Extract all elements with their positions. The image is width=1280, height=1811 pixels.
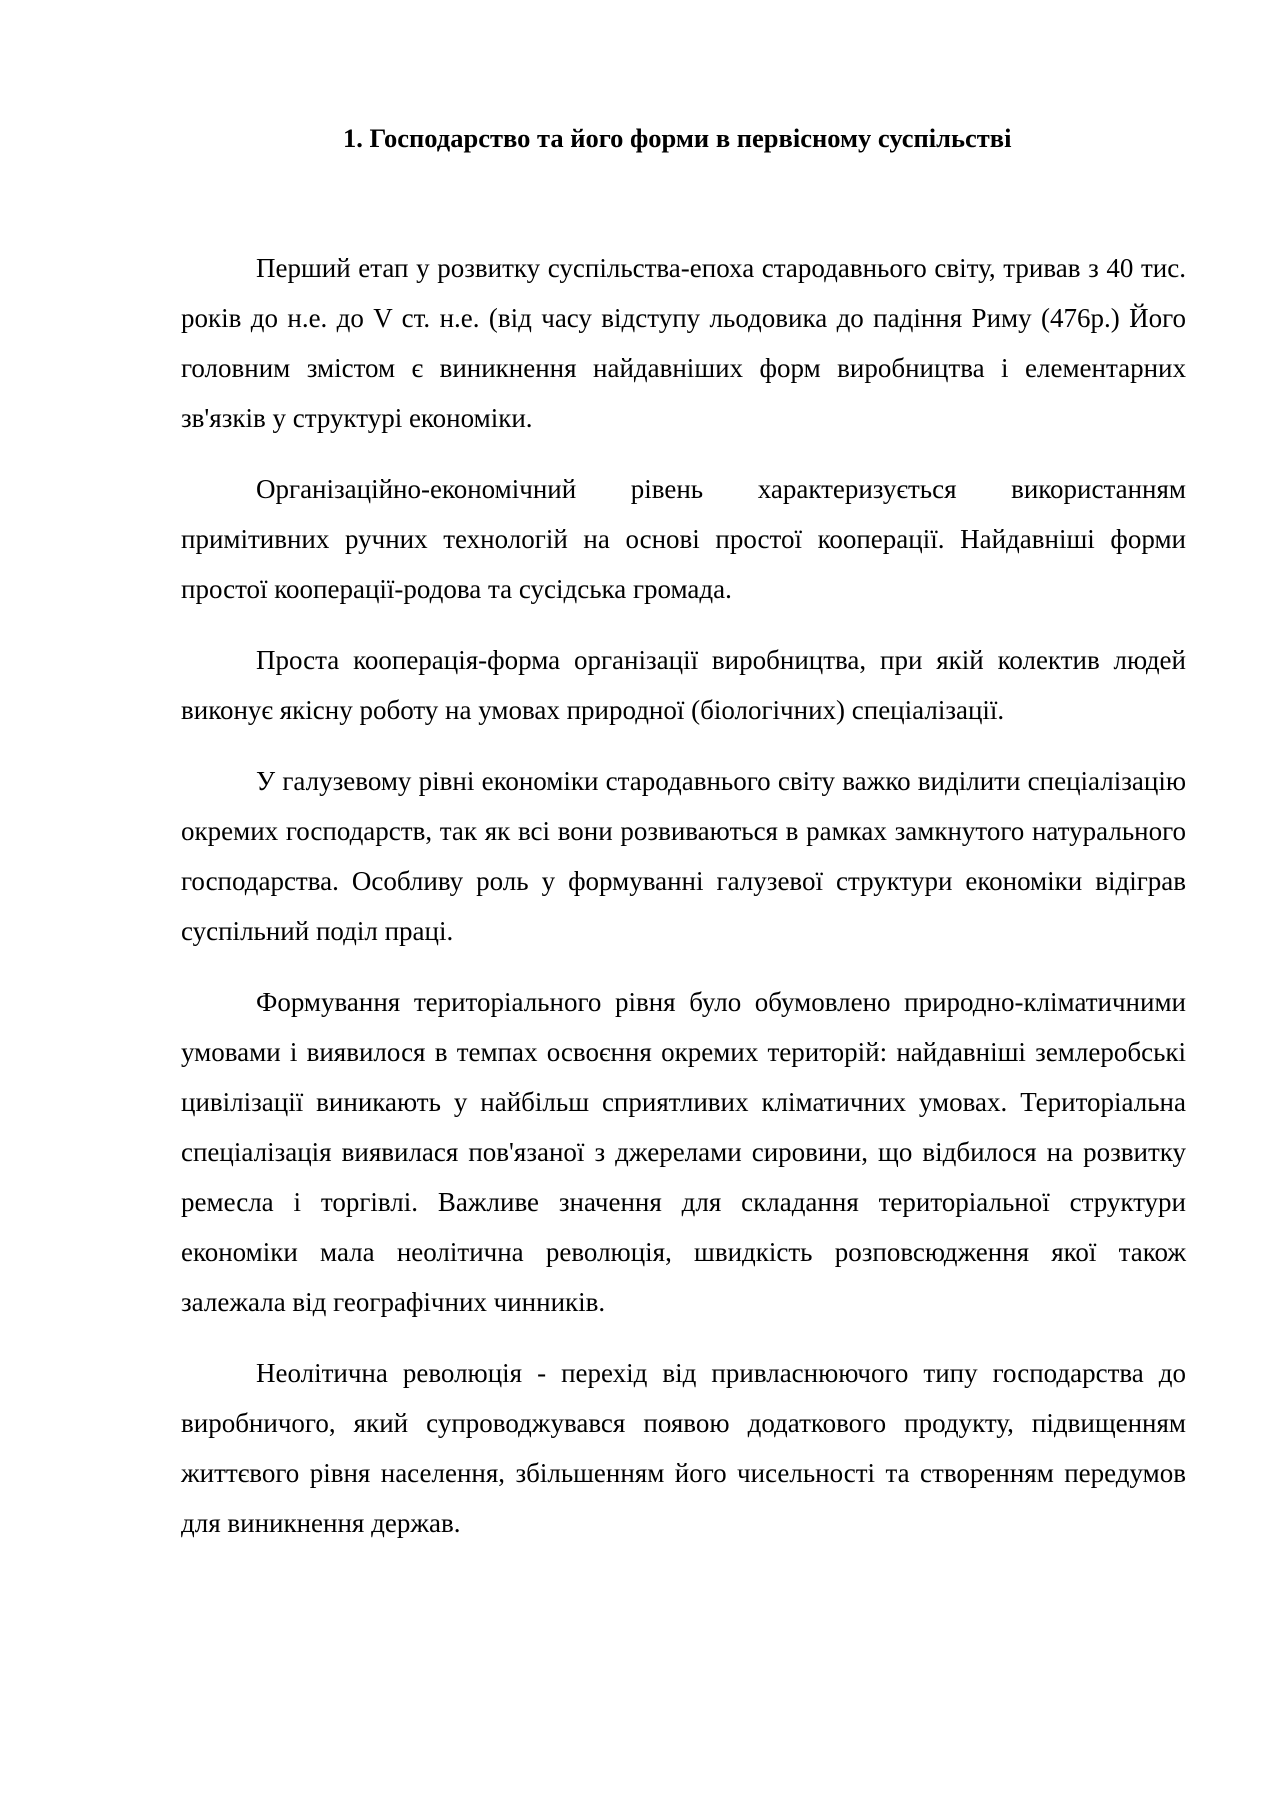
paragraph-3: Проста кооперація-форма організації виробництва, при якій колектив людей виконує якісну роботу на умовах природної (біологічних) спеціалізації. (181, 645, 1186, 725)
paragraph-1: Перший етап у розвитку суспільства-епоха стародавнього світу, тривав з 40 тис. років до н.е. до V ст. н.е. (від часу відступу льодовика до падіння Риму (476р.) Його головним змістом є виникнення найдавніших форм виробництва і елементарних зв'язків у структурі економіки. (181, 253, 1186, 433)
paragraph-4: У галузевому рівні економіки стародавнього світу важко виділити спеціалізацію окремих господарств, так як всі вони розвиваються в рамках замкнутого натурального господарства. Особливу роль у формуванні галузевої структури економіки відіграв суспільний поділ праці. (181, 766, 1186, 946)
paragraph-6: Неолітична революція - перехід від привласнюючого типу господарства до виробничого, який супроводжувався появою додаткового продукту, підвищенням життєвого рівня населення, збільшенням його чисельності та створенням передумов для виникнення держав. (181, 1358, 1186, 1538)
section-heading: 1. Господарство та його форми в первісному суспільстві (343, 123, 1012, 153)
paragraph-2: Організаційно-економічний рівень характеризується використанням примітивних ручних технологій на основі простої кооперації. Найдавніші форми простої кооперації-родова та сусідська громада. (181, 474, 1186, 604)
paragraph-5: Формування територіального рівня було обумовлено природно-кліматичними умовами і виявилося в темпах освоєння окремих територій: найдавніші землеробські цивілізації виникають у найбільш сприятливих кліматичних умовах. Територіальна спеціалізація виявилася пов'язаної з джерелами сировини, що відбилося на розвитку ремесла і торгівлі. Важливе значення для складання територіальної структури економіки мала неолітична революція, швидкість розповсюдження якої також залежала від географічних чинників. (181, 987, 1186, 1317)
document-body (181, 118, 1186, 1569)
